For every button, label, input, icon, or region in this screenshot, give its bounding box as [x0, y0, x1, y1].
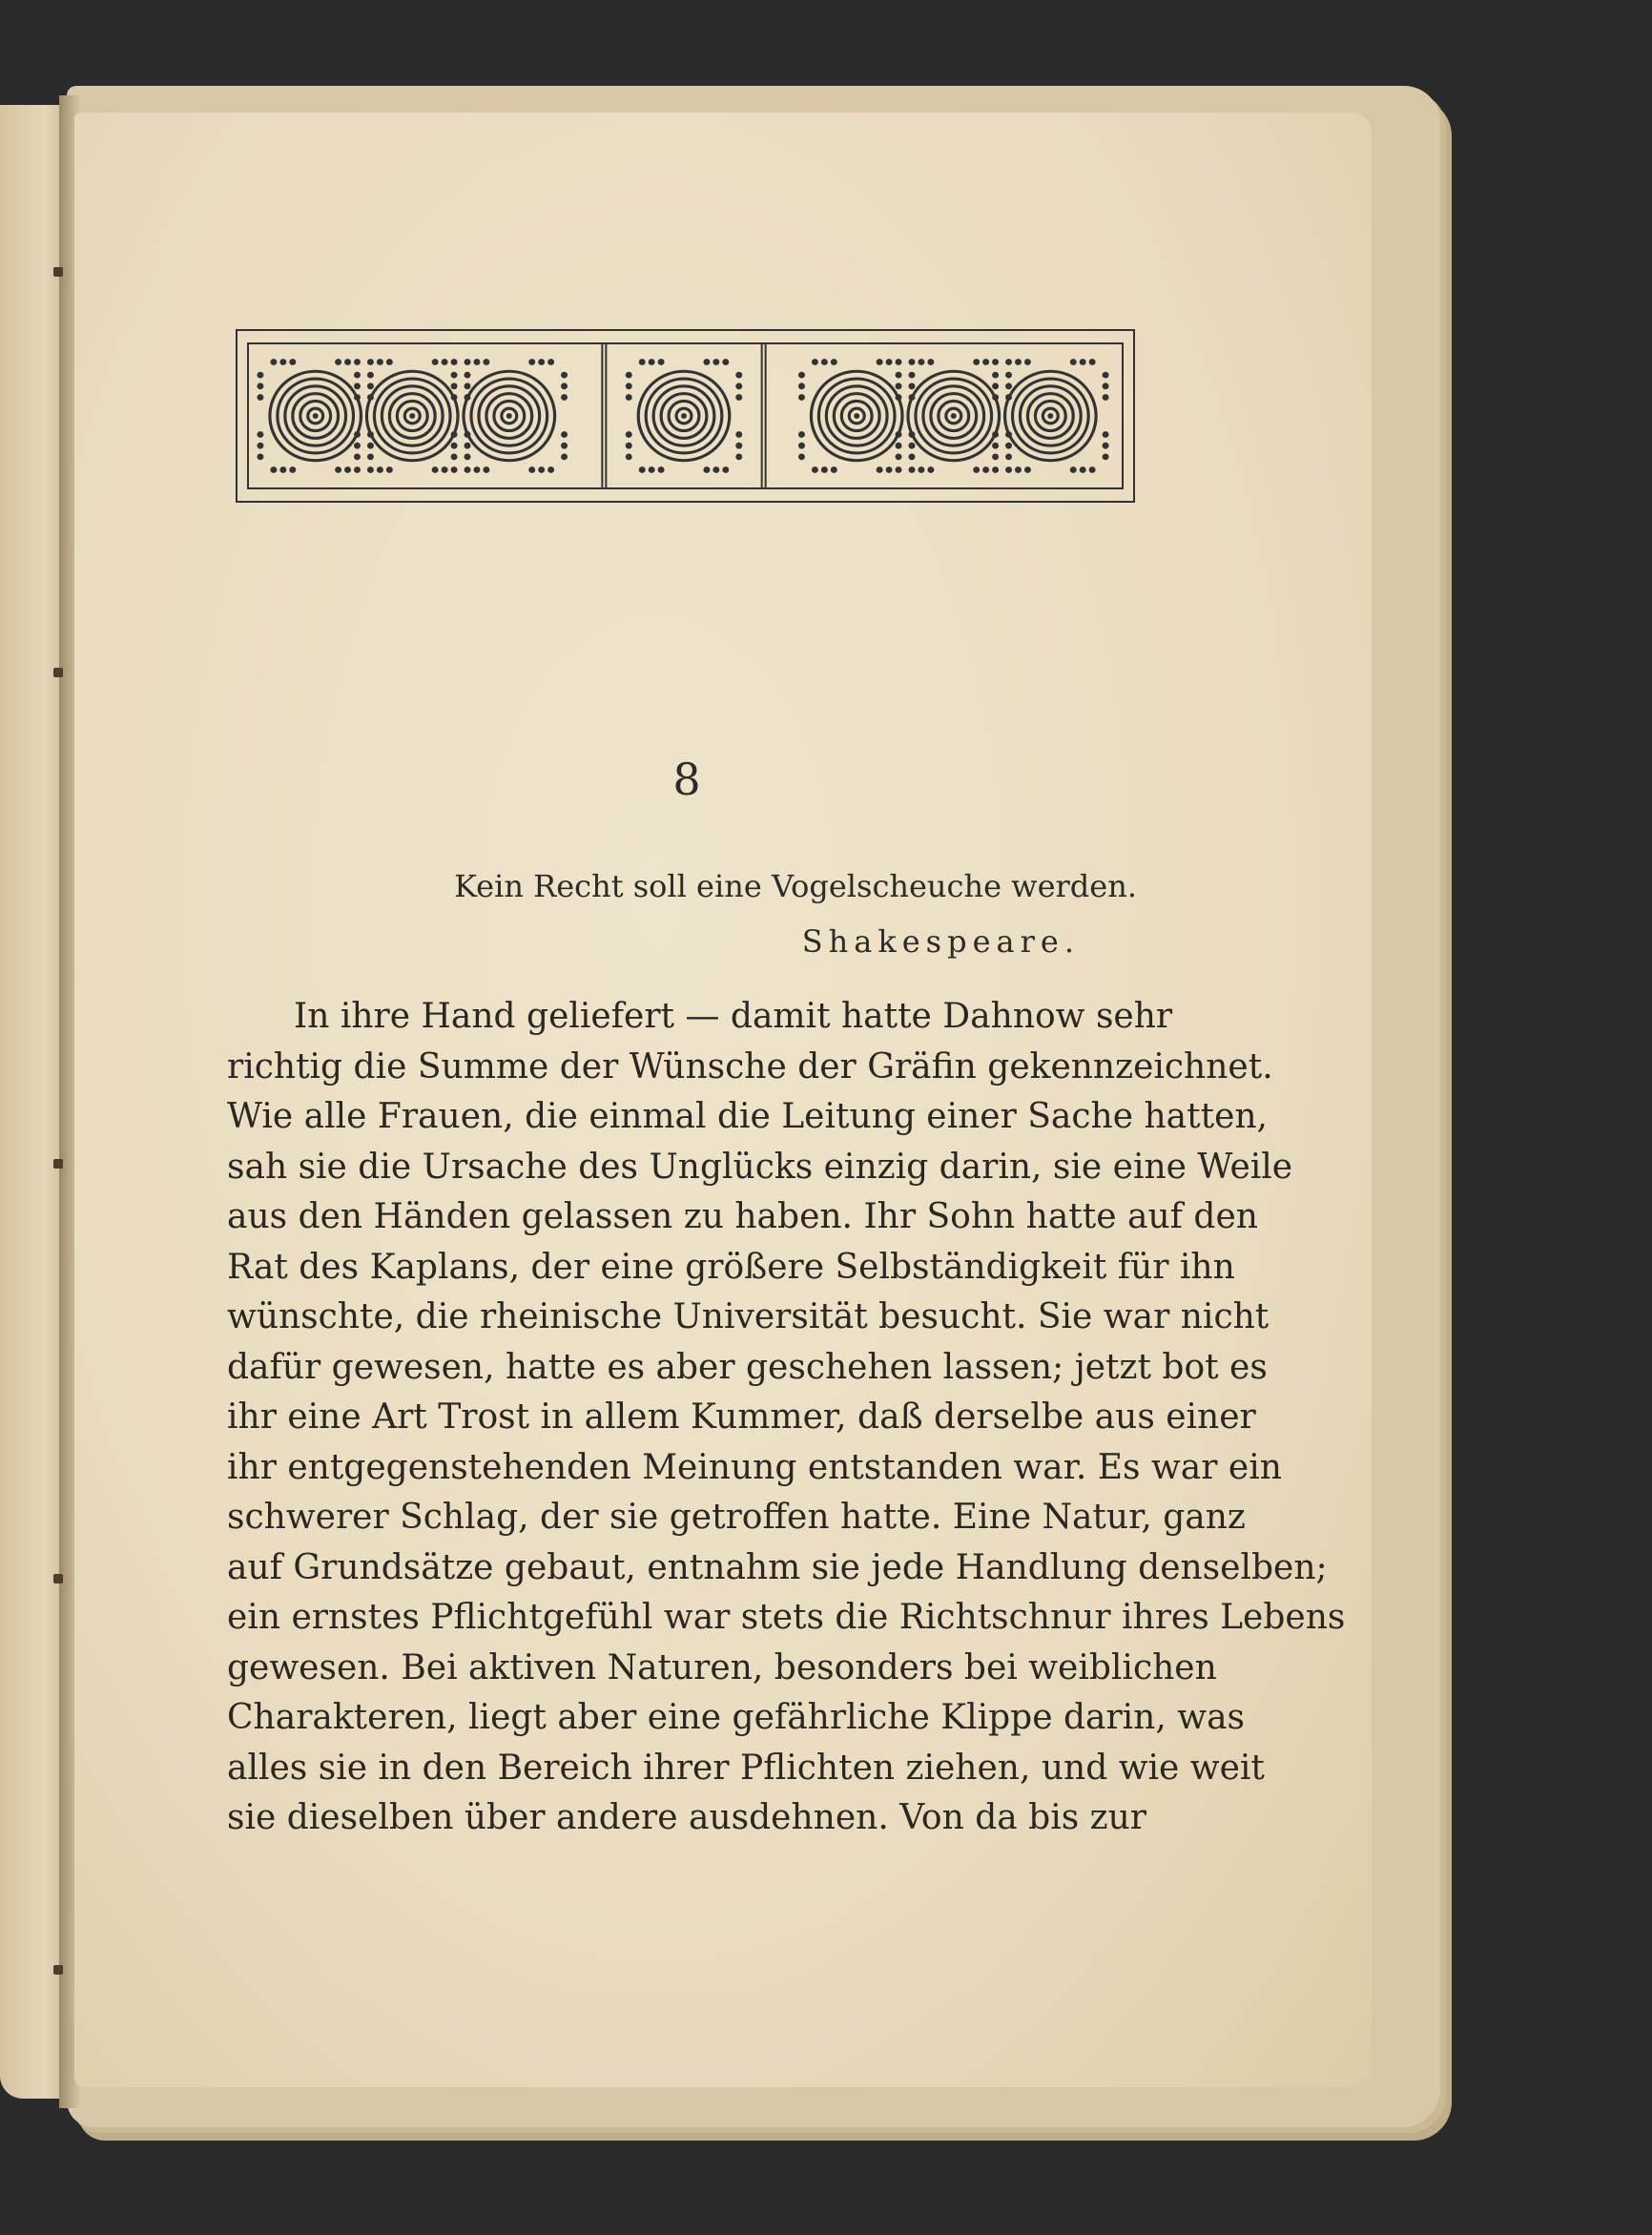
text-line: In ihre Hand geliefert — damit hatte Dahnow sehr	[294, 997, 1173, 1036]
text-line: ihr entgegenstehenden Meinung entstanden war. Es war ein	[227, 1447, 1282, 1487]
epigraph-quote: Kein Recht soll eine Vogelscheuche werden.	[454, 868, 1137, 904]
epigraph-author: Shakespeare.	[801, 923, 1080, 960]
text-line: schwerer Schlag, der sie getroffen hatte. Eine Natur, ganz	[227, 1498, 1246, 1537]
text-line: ihr eine Art Trost in allem Kummer, daß derselbe aus einer	[227, 1397, 1256, 1437]
binding-stitch	[53, 1965, 63, 1975]
text-line: gewesen. Bei aktiven Naturen, besonders bei weiblichen	[227, 1647, 1217, 1687]
chapter-number: 8	[672, 754, 701, 805]
epigraph	[454, 859, 1137, 969]
text-line: alles sie in den Bereich ihrer Pflichten ziehen, und wie weit	[227, 1748, 1265, 1788]
body-text	[227, 992, 1346, 1844]
text-line: auf Grundsätze gebaut, entnahm sie jede Handlung denselben;	[227, 1547, 1328, 1587]
text-line: dafür gewesen, hatte es aber geschehen lassen; jetzt bot es	[227, 1347, 1268, 1387]
text-line: Charakteren, liegt aber eine gefährliche Klippe darin, was	[227, 1698, 1246, 1737]
text-line: aus den Händen gelassen zu haben. Ihr Sohn hatte auf den	[227, 1197, 1258, 1236]
binding-stitch	[53, 267, 63, 277]
text-line: richtig die Summe der Wünsche der Gräfin gekennzeichnet.	[227, 1046, 1273, 1086]
concentric-circle-ornament	[249, 344, 1122, 487]
text-line: sie dieselben über andere ausdehnen. Von da bis zur	[227, 1798, 1147, 1837]
binding-stitch	[53, 1159, 63, 1169]
text-line: sah sie die Ursache des Unglücks einzig darin, sie eine Weile	[227, 1147, 1293, 1187]
text-line: ein ernstes Pflichtgefühl war stets die Richtschnur ihres Lebens	[227, 1598, 1346, 1637]
text-line: wünschte, die rheinische Universität besucht. Sie war nicht	[227, 1297, 1270, 1336]
ornamental-header-banner	[236, 329, 1135, 503]
binding-stitch	[53, 668, 63, 677]
text-line: Wie alle Frauen, die einmal die Leitung einer Sache hatten,	[227, 1097, 1269, 1136]
binding-stitch	[53, 1574, 63, 1583]
text-line: Rat des Kaplans, der eine größere Selbständigkeit für ihn	[227, 1247, 1235, 1287]
